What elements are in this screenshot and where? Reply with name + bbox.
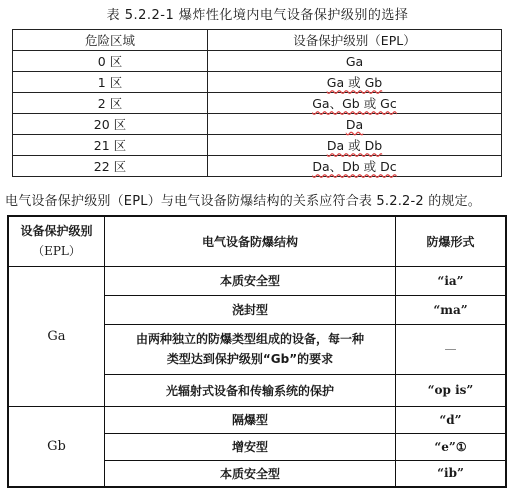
structure-cell: 光辐射式设备和传输系统的保护 <box>105 374 396 406</box>
table-row <box>13 135 502 156</box>
epl-selection-table <box>12 29 502 177</box>
epl-cell <box>208 93 502 114</box>
form-cell: “d” <box>396 406 507 433</box>
epl-cell-text: Da 或 Db <box>326 138 383 153</box>
header-epl-line1: 设备保护级别 <box>20 224 93 239</box>
body-sentence: 电气设备保护级别（EPL）与电气设备防爆结构的关系应符合表 5.2.2-2 的规定。 <box>5 194 482 209</box>
epl-cell-text: Ga 或 Gb <box>326 75 383 90</box>
structure-cell: 增安型 <box>105 433 396 460</box>
epl-cell <box>208 114 502 135</box>
structure-cell: 本质安全型 <box>105 266 396 295</box>
table-row <box>13 72 502 93</box>
table1-caption: 表 5.2.2-1 爆炸性化境内电气设备保护级别的选择 <box>106 8 409 23</box>
form-cell: — <box>396 324 507 374</box>
header-hazard-zone: 危险区域 <box>13 30 208 51</box>
structure-cell: 隔爆型 <box>105 406 396 433</box>
table-row <box>13 114 502 135</box>
zone-cell: 2 区 <box>13 93 208 114</box>
table-row <box>13 156 502 177</box>
epl-cell-text: Ga、Gb 或 Gc <box>312 96 397 111</box>
structure-line1: 由两种独立的防爆类型组成的设备，每一种 <box>135 332 364 346</box>
table-row <box>13 93 502 114</box>
zone-cell: 1 区 <box>13 72 208 93</box>
zone-cell: 20 区 <box>13 114 208 135</box>
structure-cell: 本质安全型 <box>105 460 396 487</box>
header-form: 防爆形式 <box>396 216 507 266</box>
structure-cell <box>105 324 396 374</box>
epl-group-gb: Gb <box>8 406 105 487</box>
form-cell: “ia” <box>396 266 507 295</box>
zone-cell: 22 区 <box>13 156 208 177</box>
epl-cell <box>208 72 502 93</box>
epl-structure-table <box>7 215 507 488</box>
epl-cell-text: Da <box>345 116 364 132</box>
table-row <box>13 51 502 72</box>
form-cell: “op is” <box>396 374 507 406</box>
epl-cell: Ga <box>208 51 502 72</box>
header-epl <box>8 216 105 266</box>
form-cell: “e”① <box>396 433 507 460</box>
table-header-row <box>13 30 502 51</box>
table-row <box>8 406 506 433</box>
structure-line2: 类型达到保护级别“Gb”的要求 <box>166 352 334 366</box>
epl-cell <box>208 156 502 177</box>
header-epl-line2: （EPL） <box>32 244 81 259</box>
header-structure: 电气设备防爆结构 <box>105 216 396 266</box>
zone-cell: 0 区 <box>13 51 208 72</box>
epl-cell-text: Da、Db 或 Dc <box>312 159 397 174</box>
epl-group-ga: Ga <box>8 266 105 406</box>
table-row <box>8 266 506 295</box>
structure-cell: 浇封型 <box>105 295 396 324</box>
header-epl: 设备保护级别（EPL） <box>208 30 502 51</box>
form-cell: “ma” <box>396 295 507 324</box>
form-cell: “ib” <box>396 460 507 487</box>
table-header-row <box>8 216 506 266</box>
zone-cell: 21 区 <box>13 135 208 156</box>
epl-cell <box>208 135 502 156</box>
